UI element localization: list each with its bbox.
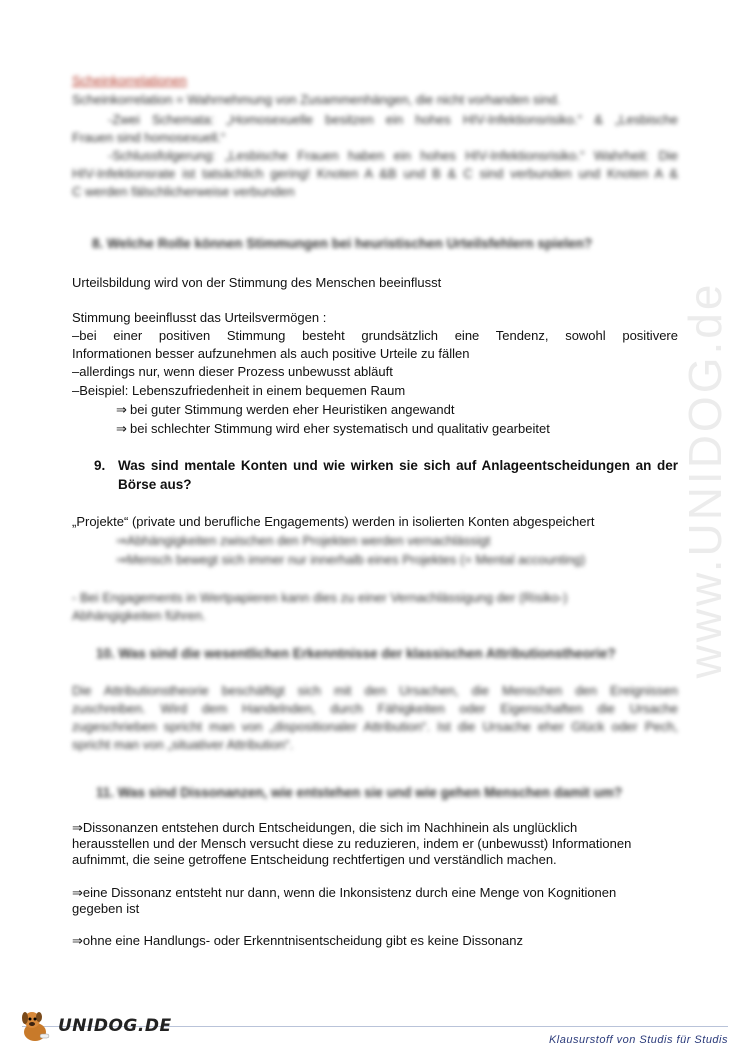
dog-mascot-icon	[18, 1008, 52, 1044]
blurred-line: HIV-Infektionsrate ist tatsächlich gering! Knoten A &B und B & C sind verbunden und Knoten A &	[72, 166, 678, 181]
implies-arrow-icon: ⇒	[116, 421, 127, 436]
blurred-line: zuschreiben. Wird dem Handelnden, durch Fähigkeiten oder Eigenschaften die Ursache	[72, 701, 678, 716]
answer-8-intro: Urteilsbildung wird von der Stimmung des Menschen beeinflusst	[72, 275, 442, 290]
answer-8-arrow-line: ⇒ bei guter Stimmung werden eher Heuristiken angewandt	[116, 402, 455, 417]
question-9-line-2: Börse aus?	[118, 477, 192, 492]
answer-11-line: gegeben ist	[72, 901, 140, 916]
answer-11-line: herausstellen und der Mensch versucht diese zu reduzieren, indem er (unbewusst) Informationen	[72, 836, 632, 851]
blurred-line: ⇒Mensch bewegt sich immer nur innerhalb eines Projektes (= Mental accounting)	[116, 552, 586, 567]
answer-11-line: aufnimmt, die seine getroffene Entscheidung rechtfertigen und verständlich machen.	[72, 852, 557, 867]
blurred-line: Frauen sind homosexuell.“	[72, 130, 226, 145]
answer-8-line: Informationen besser aufzunehmen als auch positive Urteile zu fällen	[72, 346, 470, 361]
question-8: 8. Welche Rolle können Stimmungen bei heuristischen Urteilsfehlern spielen?	[92, 236, 593, 251]
answer-11-line: ⇒ohne eine Handlungs- oder Erkenntnisentscheidung gibt es keine Dissonanz	[72, 933, 524, 948]
answer-8-line: –bei einer positiven Stimmung besteht grundsätzlich eine Tendenz, sowohl positivere	[72, 328, 678, 343]
watermark: www.UNIDOG.de	[679, 281, 731, 679]
blurred-line: ⇒Abhängigkeiten zwischen den Projekten werden vernachlässigt	[116, 533, 491, 548]
blurred-line: Abhängigkeiten führen.	[72, 608, 206, 623]
blurred-line: Scheinkorrelation = Wahrnehmung von Zusammenhängen, die nicht vorhanden sind.	[72, 92, 561, 107]
answer-8-line: –Beispiel: Lebenszufriedenheit in einem bequemen Raum	[72, 383, 406, 398]
blurred-line: spricht man von „situativer Attribution“.	[72, 737, 294, 752]
question-11: 11. Was sind Dissonanzen, wie entstehen sie und wie gehen Menschen damit um?	[96, 785, 623, 800]
answer-8-line: –allerdings nur, wenn dieser Prozess unbewusst abläuft	[72, 364, 393, 379]
blurred-line: -Zwei Schemata: „Homosexuelle besitzen ein hohes HIV-Infektionsrisiko.“ & „Lesbische	[108, 112, 678, 127]
answer-11-line: ⇒eine Dissonanz entsteht nur dann, wenn die Inkonsistenz durch eine Menge von Kognitionen	[72, 885, 617, 900]
answer-11-line: ⇒Dissonanzen entstehen durch Entscheidungen, die sich im Nachhinein als unglücklich	[72, 820, 578, 835]
answer-9-intro: „Projekte“ (private und berufliche Engagements) werden in isolierten Konten abgespeichert	[72, 514, 595, 529]
unidog-logo	[18, 1008, 172, 1044]
blurred-heading: Scheinkorrelationen	[72, 73, 187, 88]
answer-8-arrow-line: ⇒ bei schlechter Stimmung wird eher systematisch und qualitativ gearbeitet	[116, 421, 550, 436]
blurred-line: - Bei Engagements in Wertpapieren kann dies zu einer Vernachlässigung der (Risiko-)	[72, 590, 568, 605]
question-10: 10. Was sind die wesentlichen Erkenntnisse der klassischen Attributionstheorie?	[96, 646, 616, 661]
question-9-number: 9.	[94, 458, 106, 473]
blurred-line: Die Attributionstheorie beschäftigt sich mit den Ursachen, die Menschen den Ereignissen	[72, 683, 678, 698]
blurred-line: C werden fälschlicherweise verbunden	[72, 184, 295, 199]
blurred-line: -Schlussfolgerung: „Lesbische Frauen haben ein hohes HIV-Infektionsrisiko.“ Wahrheit: Die	[108, 148, 678, 163]
question-9-line-1: Was sind mentale Konten und wie wirken sie sich auf Anlageentscheidungen an der	[118, 458, 678, 473]
blurred-line: zugeschrieben spricht man von „dispositionaler Attribution“. Ist die Ursache eher Glück oder Pech,	[72, 719, 678, 734]
logo-text: UNIDOG.DE	[58, 1016, 172, 1036]
footer-tagline: Klausurstoff von Studis für Studis	[548, 1034, 728, 1046]
implies-arrow-icon: ⇒	[116, 402, 127, 417]
answer-8-line: Stimmung beeinflusst das Urteilsvermögen :	[72, 310, 327, 325]
